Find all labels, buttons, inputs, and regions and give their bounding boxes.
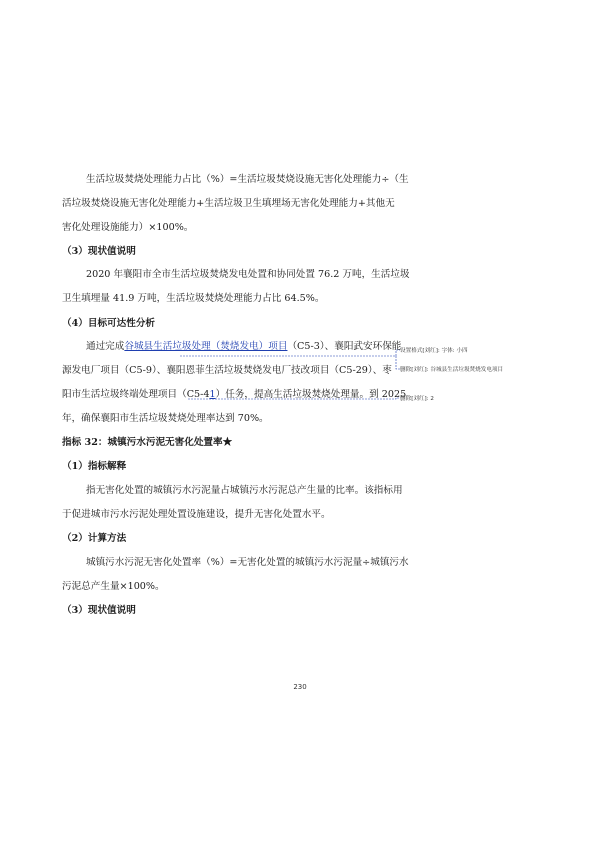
para3-line3 [62,389,406,401]
comment-deletion-project[interactable]: 删除[刘红]: 谷城县生活垃圾焚烧发电项目 [400,367,504,373]
heading-status-2: （3）现状值说明 [62,605,136,616]
para4-line1: 指无害化处置的城镇污水污泥量占城镇污水污泥总产生量的比率。该指标用 [86,485,403,496]
para3-line4: 年，确保襄阳市生活垃圾焚烧处理率达到 70%。 [62,413,269,424]
heading-explain: （1）指标解释 [62,461,127,472]
tracked-insertion-link[interactable]: 谷城县生活垃圾处理（焚烧发电）项目 [124,341,288,352]
para3-line3-pre: 阳市生活垃圾终端处理项目（C5-4 [62,389,210,400]
page-number: 230 [293,683,307,691]
para3-line1-pre: 通过完成 [86,341,125,352]
para2-line2: 卫生填埋量 41.9 万吨，生活垃圾焚烧处理能力占比 64.5%。 [62,293,325,304]
heading-calc: （2）计算方法 [62,533,127,544]
para3-line2: 源发电厂项目（C5-9）、襄阳恩菲生活垃圾焚烧发电厂技改项目（C5-29）、枣 [62,365,392,376]
para2-line1: 2020 年襄阳市全市生活垃圾焚烧发电处置和协同处置 76.2 万吨，生活垃圾 [86,269,410,280]
indicator-32-title: 指标 32：城镇污水污泥无害化处置率★ [62,437,233,448]
para1-line2: 活垃圾焚烧设施无害化处理能力+生活垃圾卫生填埋场无害化处理能力+其他无 [62,198,395,209]
para3-line1 [86,341,401,353]
para3-line1-post: （C5-3）、襄阳武安环保能 [287,341,402,352]
heading-feasibility: （4）目标可达性分析 [62,318,156,329]
comment-format[interactable]: 设置格式[刘红]: 字体: 小四 [400,348,468,354]
para1-line3: 害化处理设施能力）×100%。 [62,222,194,233]
comment-deletion-number[interactable]: 删除[刘红]: 2 [400,396,434,402]
para4-line2: 于促进城市污水污泥处理处置设施建设，提升无害化处置水平。 [62,509,331,520]
para5-line2: 污泥总产生量×100%。 [62,581,165,592]
para3-line3-post: ）任务，提高生活垃圾焚烧处理量。到 2025 [215,389,407,400]
para1-line1: 生活垃圾焚烧处理能力占比（%）=生活垃圾焚烧设施无害化处理能力÷（生 [86,174,409,185]
heading-status-1: （3）现状值说明 [62,246,136,257]
para5-line1: 城镇污水污泥无害化处置率（%）=无害化处置的城镇污水污泥量÷城镇污水 [86,557,409,568]
tracked-change-mark[interactable]: 1 [209,389,216,400]
